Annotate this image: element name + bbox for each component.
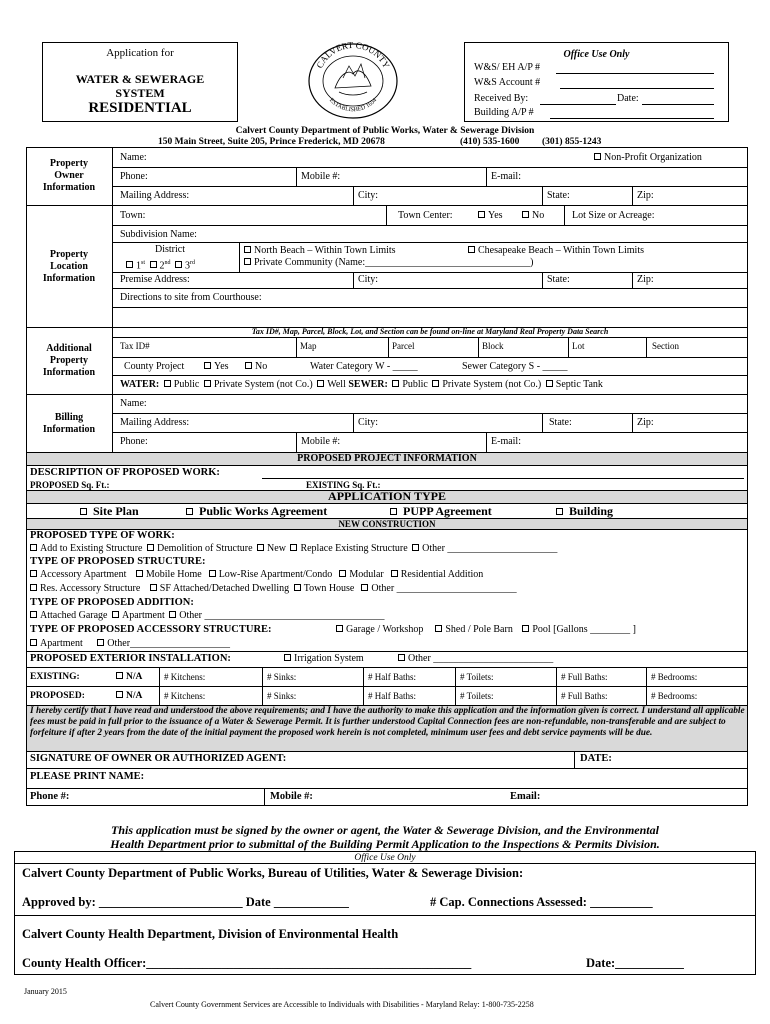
billing-email-label: E-mail: [491, 436, 521, 447]
owner-zip-label: Zip: [637, 190, 654, 201]
description-label: DESCRIPTION OF PROPOSED WORK: [30, 467, 220, 478]
owner-email-label: E-mail: [491, 171, 521, 182]
premise-zip-label: Zip: [637, 274, 654, 285]
structure-row-1[interactable]: Accessory Apartment Mobile Home Low-Rise Apartment/Condo Modular Residential Addition [28, 569, 483, 581]
county-project-no-checkbox[interactable]: No [243, 361, 267, 373]
billing-phone-label: Phone: [120, 436, 148, 447]
type-accessory-label: TYPE OF PROPOSED ACCESSORY STRUCTURE: [30, 624, 272, 635]
app-type-pupp[interactable]: PUPP Agreement [388, 504, 492, 518]
district-checkboxes[interactable]: 1st 2nd 3rd [124, 257, 195, 272]
subdivision-label: Subdivision Name: [120, 229, 197, 240]
type-addition-label: TYPE OF PROPOSED ADDITION: [30, 597, 194, 608]
location-town-label: Town: [120, 210, 146, 221]
contact-mobile-label: Mobile #: [270, 791, 313, 802]
county-seal-icon [305, 42, 401, 120]
section-label-divider [112, 147, 113, 452]
application-for-label: Application for [106, 47, 174, 59]
application-type-header: APPLICATION TYPE [328, 489, 446, 503]
owner-section-label: Property Owner Information [42, 158, 96, 193]
section-col: Section [652, 341, 679, 351]
water-category-label: Water Category W - _____ [310, 361, 418, 372]
exterior-other-checkbox[interactable]: Other ________________________ [396, 653, 553, 665]
ws-account-field[interactable] [560, 88, 714, 89]
svg-text:ESTABLISHED 1654 [328, 98, 378, 114]
location-section-label: Property Location Information [42, 249, 96, 284]
map-col: Map [300, 341, 317, 351]
dpw-division-label: Calvert County Department of Public Works, Bureau of Utilities, Water & Sewerage Division: [22, 866, 524, 880]
signature-label: SIGNATURE OF OWNER OR AUTHORIZED AGENT: [30, 753, 287, 764]
town-center-yes-checkbox[interactable]: Yes [476, 210, 503, 222]
print-name-label: PLEASE PRINT NAME: [30, 771, 145, 782]
sewer-category-label: Sewer Category S - _____ [462, 361, 568, 372]
exterior-installation-label: PROPOSED EXTERIOR INSTALLATION: [30, 653, 231, 664]
ws-account-label: W&S Account # [474, 77, 541, 88]
proposed-sinks: # Sinks: [267, 691, 297, 701]
proposed-row-label: PROPOSED: [30, 691, 85, 701]
tax-id-note: Tax ID#, Map, Parcel, Block, Lot, and Section can be found on-line at Maryland Real Property Data Search [251, 327, 609, 336]
proposed-bedrooms: # Bedrooms: [651, 691, 698, 701]
dept-phone-2: (301) 855-1243 [542, 137, 602, 147]
project-info-header: PROPOSED PROJECT INFORMATION [297, 453, 477, 464]
proposed-kitchens: # Kitchens: [164, 691, 206, 701]
health-officer-label: County Health Officer:____________________________________________________ [22, 956, 472, 970]
received-by-field[interactable] [540, 104, 616, 105]
sewer-septic-checkbox[interactable]: Septic Tank [544, 379, 603, 390]
office-use-title: Office Use Only [563, 49, 630, 60]
premise-state-label: State: [547, 274, 570, 285]
type-structure-label: TYPE OF PROPOSED STRUCTURE: [30, 556, 206, 567]
directions-label: Directions to site from Courthouse: [120, 292, 262, 303]
billing-zip-label: Zip: [637, 417, 654, 428]
ws-eh-ap-label: W&S/ EH A/P # [474, 62, 541, 73]
title-residential: RESIDENTIAL [88, 100, 192, 116]
existing-row-label: EXISTING: [30, 672, 80, 682]
water-well-checkbox[interactable]: Well [315, 379, 346, 390]
location-town-center-label: Town Center: [398, 210, 453, 221]
existing-full-baths: # Full Baths: [561, 672, 608, 682]
premise-city-label: City: [358, 274, 379, 285]
structure-row-2[interactable]: Res. Accessory Structure SF Attached/Detached Dwelling Town House Other ________________________ [28, 583, 517, 595]
water-private-checkbox[interactable]: Private System (not Co.) [202, 379, 313, 390]
owner-nonprofit-checkbox[interactable]: Non-Profit Organization [592, 152, 702, 164]
proposed-na-checkbox[interactable]: N/A [114, 690, 142, 702]
existing-sinks: # Sinks: [267, 672, 297, 682]
billing-city-label: City: [358, 417, 379, 428]
accessory-row-2[interactable]: Apartment Other____________________ [28, 638, 230, 650]
notice-line-1: This application must be signed by the owner or agent, the Water & Sewerage Division, and the Environmental [111, 823, 659, 837]
signature-date-label: DATE: [580, 753, 612, 764]
county-project-label: County Project [124, 361, 185, 372]
existing-half-baths: # Half Baths: [368, 672, 416, 682]
seal-top-text: CALVERT COUNTY [314, 42, 392, 70]
owner-phone-label: Phone: [120, 171, 148, 182]
county-project-yes-checkbox[interactable]: Yes [202, 361, 229, 373]
existing-na-checkbox[interactable]: N/A [114, 671, 142, 683]
title-line-1: WATER & SEWERAGE [75, 72, 205, 86]
building-ap-label: Building A/P # [474, 107, 534, 118]
parcel-col: Parcel [392, 341, 415, 351]
district-label: District [155, 244, 185, 255]
owner-name-label: Name: [120, 152, 147, 163]
town-center-no-checkbox[interactable]: No [520, 210, 544, 222]
lot-size-label: Lot Size or Acreage: [572, 210, 655, 221]
contact-email-label: Email: [510, 791, 541, 802]
health-date-label: Date:___________ [586, 956, 684, 970]
health-dept-label: Calvert County Health Department, Division of Environmental Health [22, 927, 399, 941]
water-sewer-row: WATER: Public Private System (not Co.) Well SEWER: Public Private System (not Co.) Septic Tank [120, 379, 603, 390]
new-construction-header: NEW CONSTRUCTION [338, 519, 436, 529]
footer-office-use-label: Office Use Only [354, 853, 416, 863]
notice-line-2: Health Department prior to submittal of the Building Permit Application to the Inspections & Permits Division. [110, 837, 660, 851]
existing-sqft-label: EXISTING Sq. Ft.: [306, 480, 381, 490]
dept-name: Calvert County Department of Public Works, Water & Sewerage Division [235, 126, 535, 136]
lot-col: Lot [572, 341, 585, 351]
contact-phone-label: Phone #: [30, 791, 70, 802]
north-beach-checkbox[interactable]: North Beach – Within Town Limits [242, 245, 396, 257]
app-type-public-works[interactable]: Public Works Agreement [184, 504, 327, 518]
owner-mobile-label: Mobile #: [301, 171, 341, 182]
existing-bedrooms: # Bedrooms: [651, 672, 698, 682]
proposed-toilets: # Toilets: [460, 691, 494, 701]
irrigation-checkbox[interactable]: Irrigation System [282, 653, 364, 665]
proposed-full-baths: # Full Baths: [561, 691, 608, 701]
owner-mailing-label: Mailing Address: [120, 190, 190, 201]
sewer-public-checkbox[interactable]: Public [390, 379, 428, 390]
app-type-site-plan[interactable]: Site Plan [78, 504, 139, 518]
dept-address: 150 Main Street, Suite 205, Prince Frederick, MD 20678 [158, 137, 385, 147]
owner-state-label: State: [547, 190, 570, 201]
title-line-2: SYSTEM [115, 86, 165, 100]
app-type-building[interactable]: Building [554, 504, 613, 518]
additional-section-label: Additional Property Information [42, 343, 96, 378]
accessibility-notice: Calvert County Government Services are Accessible to Individuals with Disabilities - Maryland Relay: 1-800-735-2258 [150, 1000, 534, 1009]
billing-mobile-label: Mobile #: [301, 436, 341, 447]
existing-toilets: # Toilets: [460, 672, 494, 682]
type-of-work-label: PROPOSED TYPE OF WORK: [30, 530, 175, 541]
cap-connections-label: # Cap. Connections Assessed: __________ [430, 895, 653, 909]
chesapeake-beach-checkbox[interactable]: Chesapeake Beach – Within Town Limits [466, 245, 644, 257]
approved-by-label: Approved by: _______________________ Date ____________ [22, 895, 349, 909]
accessory-items-row[interactable]: Garage / Workshop Shed / Pole Barn Pool [Gallons ________ ] [334, 624, 636, 636]
work-items-row[interactable]: Add to Existing Structure Demolition of Structure New Replace Existing Structure Other ______________________ [28, 543, 557, 555]
premise-address-label: Premise Address: [120, 274, 190, 285]
building-ap-field[interactable] [550, 118, 714, 119]
received-by-label: Received By: [474, 93, 529, 104]
revision-date: January 2015 [24, 987, 67, 996]
tax-id-col: Tax ID# [120, 341, 150, 351]
billing-section-label: Billing Information [42, 412, 96, 435]
existing-kitchens: # Kitchens: [164, 672, 206, 682]
certification-text: I hereby certify that I have read and understood the above requirements; and I have the authority to make this application and the information given is correct. I understand all applicable fees must be paid in full prior to the issuance of a Water & Sewerage Permit. It is further understood Capital Connection fees are non-refundable, non-transferable and are subject to forfeiture if after 2 years from the date of the initial payment the proposed work herein is not completed, minimum user fees and debt service payments will be due. [30, 706, 745, 739]
proposed-sqft-label: PROPOSED Sq. Ft.: [30, 480, 110, 490]
block-col: Block [482, 341, 504, 351]
billing-mailing-label: Mailing Address: [120, 417, 190, 428]
sewer-private-checkbox[interactable]: Private System (not Co.) [430, 379, 541, 390]
received-date-label: Date: [617, 93, 639, 104]
billing-state-label: State: [549, 417, 572, 428]
proposed-half-baths: # Half Baths: [368, 691, 416, 701]
addition-items-row[interactable]: Attached Garage Apartment Other ____________________________________ [28, 610, 385, 622]
private-community-checkbox[interactable]: Private Community (Name:_________________________________) [242, 257, 533, 269]
seal-bottom-text: ESTABLISHED 1654 [327, 97, 379, 114]
received-date-field[interactable] [642, 104, 714, 105]
dept-phone-1: (410) 535-1600 [460, 137, 520, 147]
ws-eh-ap-field[interactable] [556, 73, 714, 74]
owner-city-label: City: [358, 190, 379, 201]
water-public-checkbox[interactable]: Public [162, 379, 200, 390]
billing-name-label: Name: [120, 398, 147, 409]
